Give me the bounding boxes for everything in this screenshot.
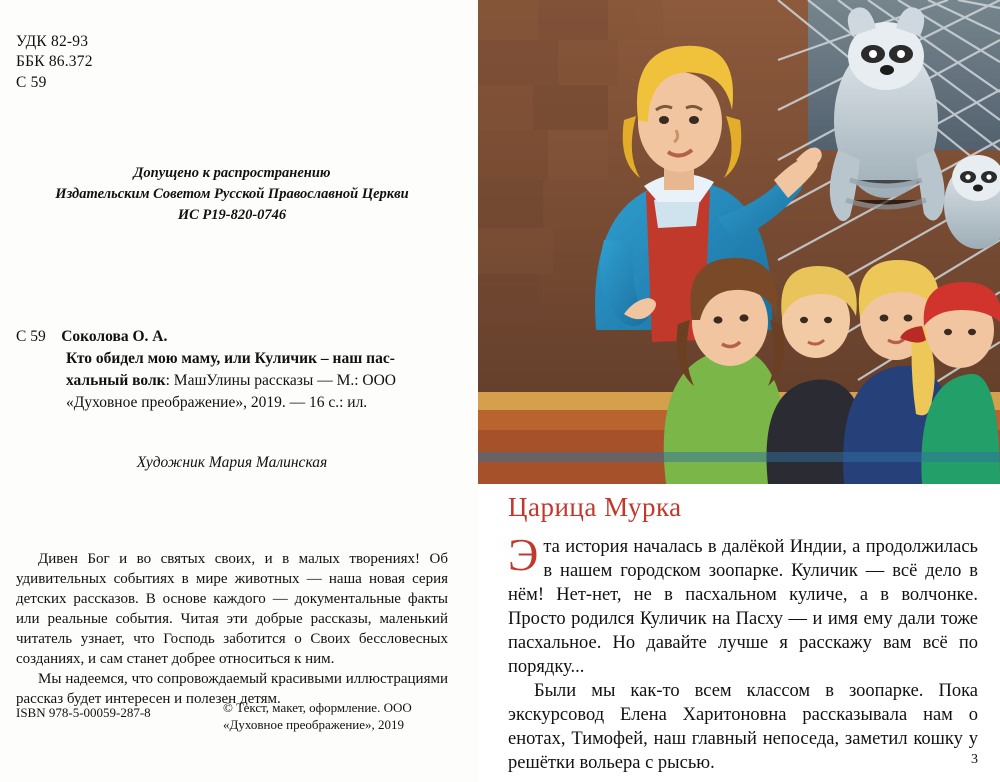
church-approval-block: [16, 163, 448, 226]
annotation-paragraph-2: Мы надеемся, что сопровождаемый красивыми иллюстрациями рассказ будет интересен и полезен детям.: [16, 671, 448, 707]
right-page-story: [478, 0, 1000, 782]
annotation-block: [16, 550, 448, 710]
udk-code: УДК 82-93: [16, 33, 89, 50]
biblio-first-line: [16, 326, 448, 348]
illustration-artwork: [478, 0, 1000, 484]
bbk-code: ББК 86.372: [16, 53, 93, 71]
page-number: 3: [971, 752, 978, 767]
story-body: [508, 529, 978, 775]
annotation-paragraph-1: Дивен Бог и во святых своих, и в малых творениях! Об удивительных событиях в мире животных — наша новая серия детских рассказов. В основе каждого — документальные факты или реальные события. Читая эти добрые рассказы, маленький читатель узнает, что Господь заботится о Своих бессловесных созданиях, и сам станет добрее относиться к ним.: [16, 551, 448, 668]
story-paragraph-1: [508, 529, 978, 679]
biblio-shelf-code: С 59: [16, 328, 46, 346]
artist-credit: Художник Мария Малинская: [136, 454, 328, 472]
approval-line-3: ИС Р19-820-0746: [177, 207, 287, 224]
drop-cap: Э: [508, 529, 539, 580]
story-text-block: [508, 492, 978, 775]
approval-line-1: Допущено к распространению: [133, 165, 331, 182]
copyright-notice: © Текст, макет, оформление. ООО «Духовное преображение», 2019: [223, 699, 412, 733]
classification-codes: [16, 32, 448, 93]
story-paragraph-1-text: та история началась в далёкой Индии, а продолжилась в нашем городском зоопарке. Куличик — всё дело в нём! Нет-нет, не в пасхальном куличе, а в волчонке. Просто родился Куличик на Пасху — и имя ему дали тоже пасхальное. Но давайте лучше я расскажу вам всё по порядку...: [508, 537, 978, 678]
biblio-imprint-line: «Духовное преображение», 2019. — 16 с.: ил.: [66, 394, 368, 412]
isbn: ISBN 978-5-00059-287-8: [16, 704, 151, 720]
left-page-footer: [16, 699, 448, 734]
shelf-code: С 59: [16, 73, 47, 91]
bibliographic-record: [16, 326, 448, 414]
biblio-title-line-1: Кто обидел мою маму, или Куличик – наш пас-: [66, 350, 395, 368]
zoo-excursion-illustration: [478, 0, 1000, 484]
biblio-author: Соколова О. А.: [61, 328, 168, 346]
left-page-copyright: [0, 0, 478, 782]
approval-line-2: Издательским Советом Русской Православной Церкви: [55, 186, 409, 203]
biblio-title-line-2: хальный волк: МашУлины рассказы — М.: ООО: [66, 372, 396, 390]
story-paragraph-2: Были мы как-то всем классом в зоопарке. Пока экскурсовод Елена Харитоновна рассказывала нам о енотах, Тимофей, наш главный непоседа, заметил кошку у решётки вольера с рысью.: [508, 681, 978, 774]
story-title: Царица Мурка: [508, 492, 682, 522]
